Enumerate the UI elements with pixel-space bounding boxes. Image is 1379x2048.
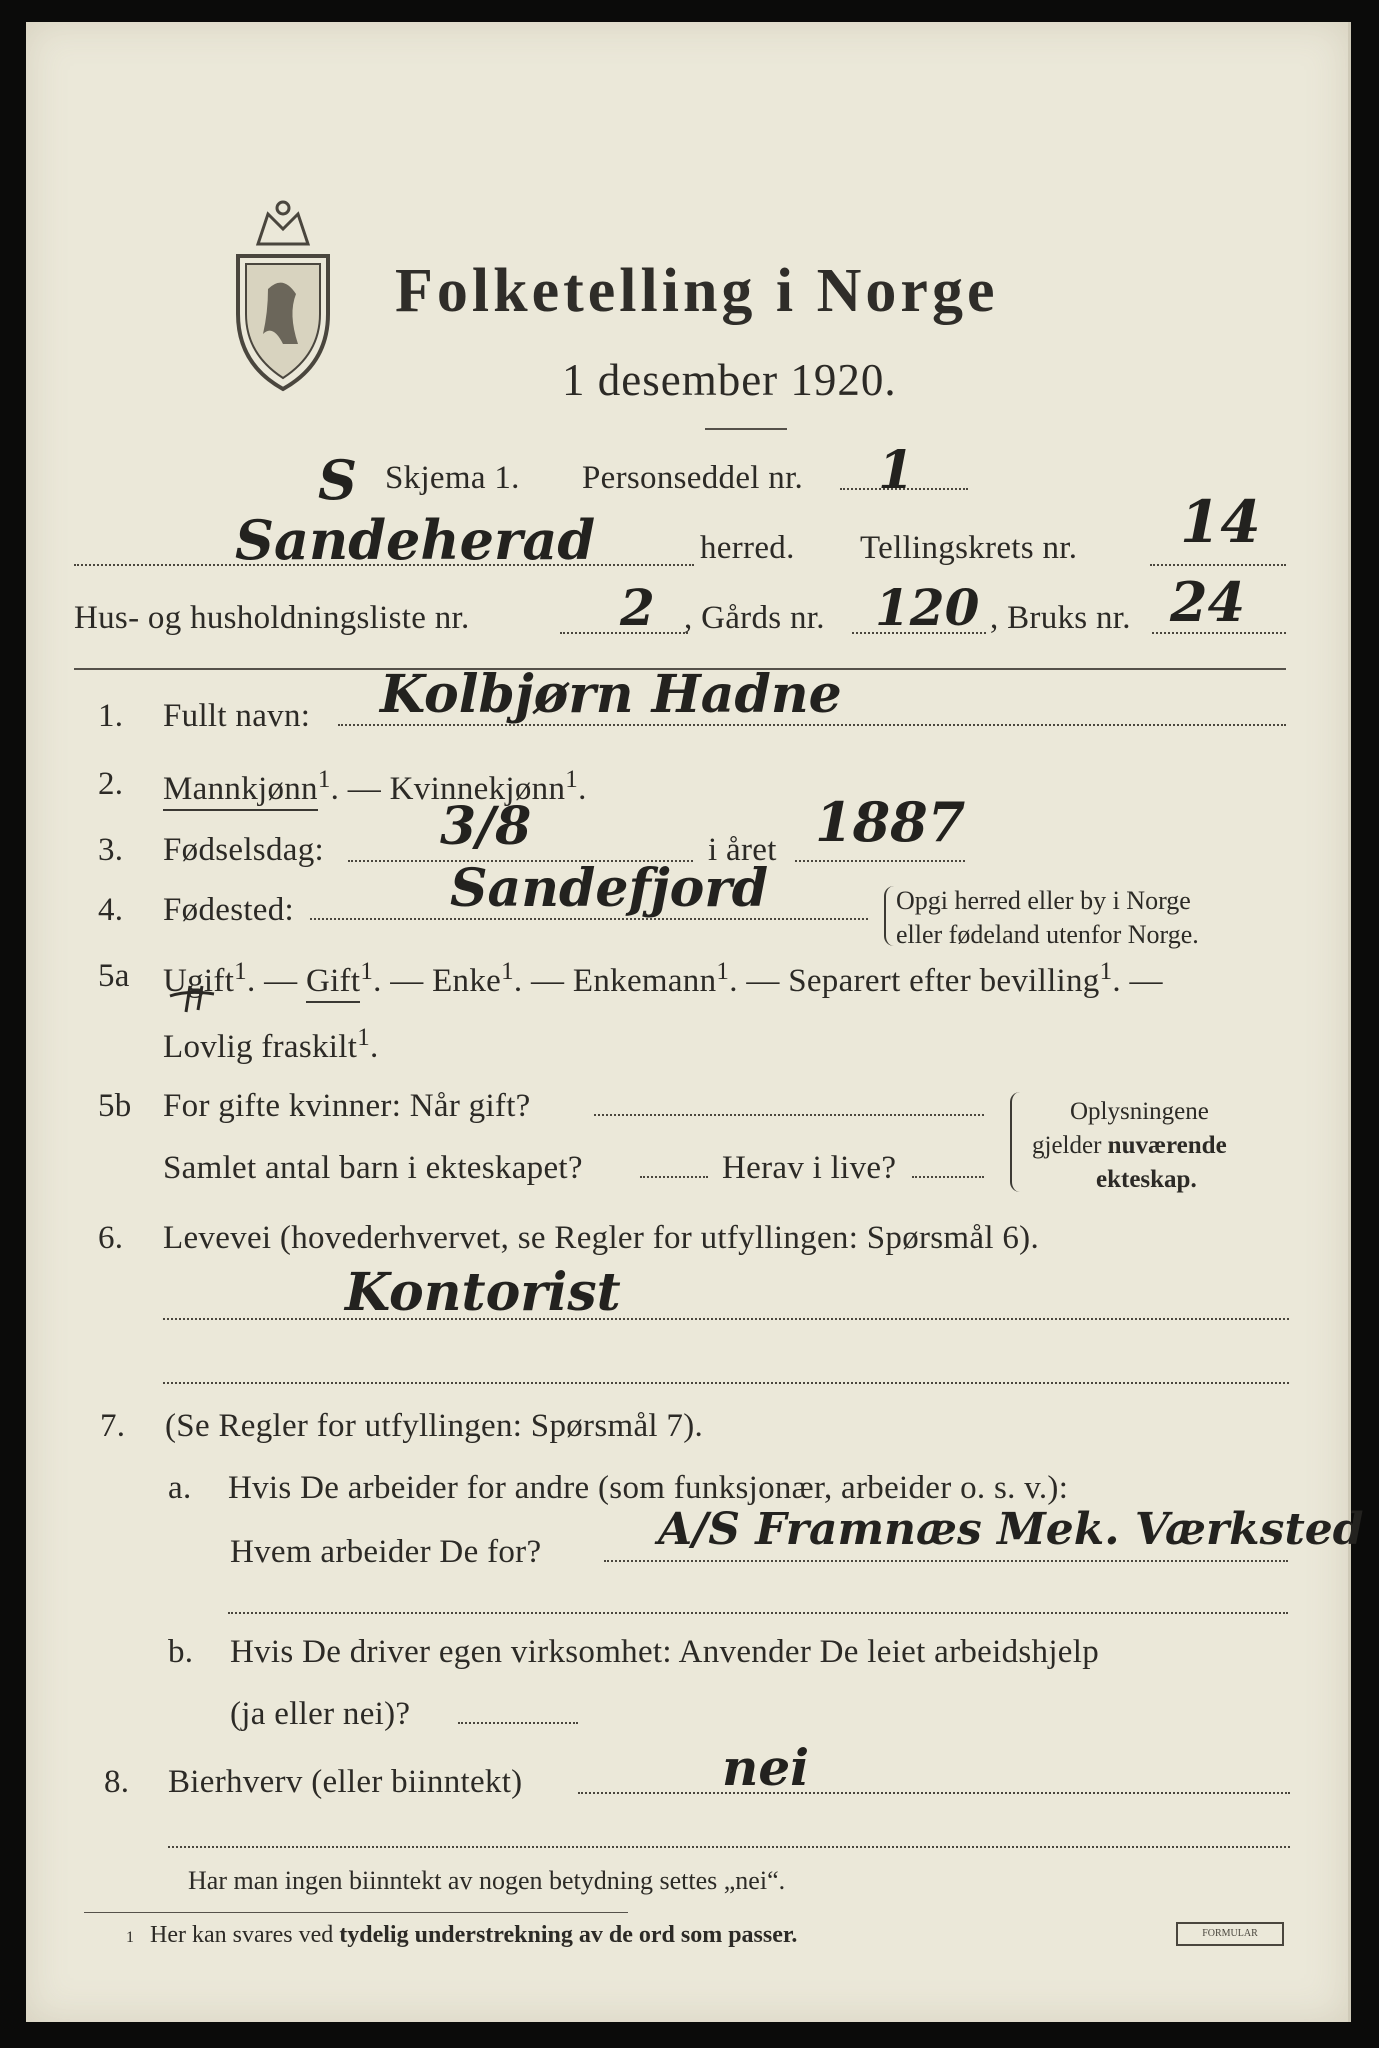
q5a-options: Ugift$^1$. — Gift$^1$. — Enke$^1$. — Enkemann$^1$. — Separert efter bevilling$^1$. — — [163, 958, 1163, 1000]
page-title: Folketelling i Norge — [395, 257, 999, 325]
q3-year-line — [795, 860, 965, 862]
q7a-employer-value: A/S Framnæs Mek. Værksted — [658, 1504, 1364, 1555]
q8-number: 8. — [104, 1764, 130, 1800]
q2-options: Mannkjønn$^1$. — Kvinnekjønn$^1$. — [163, 766, 587, 808]
q7a-number: a. — [168, 1470, 192, 1506]
q1-number: 1. — [98, 698, 124, 734]
q6-line2 — [163, 1382, 1289, 1384]
q4-note-brace — [884, 886, 896, 946]
handwritten-mark: S — [318, 448, 357, 512]
herred-label: herred. — [700, 530, 795, 566]
q5a-number: 5a — [98, 958, 130, 994]
q5b-note-line3: ekteskap. — [1096, 1166, 1197, 1193]
tellingskrets-line — [1150, 564, 1286, 566]
q5b-line1 — [594, 1114, 984, 1116]
tellingskrets-label: Tellingskrets nr. — [860, 530, 1078, 566]
q4-number: 4. — [98, 892, 124, 928]
q5a-enkemann-option: Enkemann — [572, 963, 717, 999]
ugift-strike-mark — [168, 984, 228, 1014]
q4-label: Fødested: — [163, 892, 295, 928]
q8-label: Bierhverv (eller biinntekt) — [168, 1764, 523, 1800]
q8-secondary-income-value: nei — [722, 1738, 810, 1797]
q7b-number: b. — [168, 1634, 194, 1670]
q5b-line2 — [640, 1176, 708, 1178]
gards-label: , Gårds nr. — [684, 600, 825, 636]
q6-line1 — [163, 1318, 1289, 1320]
q6-number: 6. — [98, 1220, 124, 1256]
skjema-label: Skjema 1. — [385, 460, 520, 496]
q3-number: 3. — [98, 832, 124, 868]
q5a-fraskilt: Lovlig fraskilt$^1$. — [163, 1024, 379, 1065]
q4-birthplace-value: Sandefjord — [450, 858, 769, 919]
q7a-extra-line — [228, 1612, 1288, 1614]
q5b-label3: Herav i live? — [722, 1150, 897, 1186]
bruks-value: 24 — [1170, 570, 1246, 634]
q5b-note-brace — [1010, 1092, 1024, 1192]
hus-value: 2 — [620, 578, 655, 637]
q5a-ugift-option: Ugift — [163, 963, 235, 999]
tellingskrets-value: 14 — [1180, 488, 1261, 556]
bruks-label: , Bruks nr. — [990, 600, 1131, 636]
personseddel-value: 1 — [878, 440, 915, 501]
q7a-line — [604, 1560, 1288, 1562]
footer-note: Har man ingen biinntekt av nogen betydning settes „nei“. — [188, 1866, 786, 1895]
q3-year-label: i året — [708, 832, 777, 868]
q7b-line — [458, 1722, 578, 1724]
q5b-label1: For gifte kvinner: Når gift? — [163, 1088, 531, 1124]
q5b-note-line1: Oplysningene — [1070, 1098, 1209, 1125]
gards-value: 120 — [875, 578, 980, 637]
footnote: 1 Her kan svares ved tydelig understrekning av de ord som passer. — [126, 1922, 798, 1948]
q5b-number: 5b — [98, 1088, 132, 1124]
footnote-divider — [84, 1912, 628, 1913]
coat-of-arms-icon — [228, 194, 338, 394]
q5a-enke-option: Enke — [432, 963, 502, 999]
q2-number: 2. — [98, 766, 124, 802]
census-date: 1 desember 1920. — [562, 355, 897, 405]
q6-label: Levevei (hovederhvervet, se Regler for utfyllingen: Spørsmål 6). — [163, 1220, 1040, 1256]
q3-year-value: 1887 — [815, 790, 966, 854]
q4-note-line2: eller fødeland utenfor Norge. — [896, 920, 1199, 949]
q7b-line1: Hvis De driver egen virksomhet: Anvender De leiet arbeidshjelp — [230, 1634, 1100, 1670]
q5b-label2: Samlet antal barn i ekteskapet? — [163, 1150, 583, 1186]
q7b-line2: (ja eller nei)? — [230, 1696, 411, 1732]
q8-line — [578, 1792, 1290, 1794]
q6-occupation-value: Kontorist — [345, 1262, 621, 1323]
q3-birthdate-value: 3/8 — [440, 796, 532, 857]
q5a-separert-option: Separert efter bevilling — [788, 963, 1100, 999]
hus-label: Hus- og husholdningsliste nr. — [74, 600, 470, 636]
q7-number: 7. — [100, 1408, 126, 1444]
q5a-gift-option: Gift — [306, 963, 360, 1003]
q1-label: Fullt navn: — [163, 698, 311, 734]
q7-label: (Se Regler for utfyllingen: Spørsmål 7). — [165, 1408, 704, 1444]
q2-male-option: Mannkjønn — [163, 771, 318, 811]
municipality-value: Sandeherad — [235, 508, 596, 572]
q3-label: Fødselsdag: — [163, 832, 324, 868]
q7a-line1: Hvis De arbeider for andre (som funksjonær, arbeider o. s. v.): — [228, 1470, 1069, 1506]
q8-extra-line — [168, 1846, 1290, 1848]
q1-full-name-value: Kolbjørn Hadne — [380, 664, 842, 725]
q7a-line2: Hvem arbeider De for? — [230, 1534, 542, 1570]
printer-stamp: FORMULAR — [1176, 1922, 1284, 1946]
title-divider — [705, 428, 787, 430]
q2-female-option: Kvinnekjønn — [389, 771, 566, 807]
q4-note-line1: Opgi herred eller by i Norge — [896, 886, 1191, 915]
q5b-note-line2: gjelder nuværende — [1032, 1132, 1227, 1159]
q5b-line3 — [912, 1176, 984, 1178]
personseddel-label: Personseddel nr. — [582, 460, 804, 496]
